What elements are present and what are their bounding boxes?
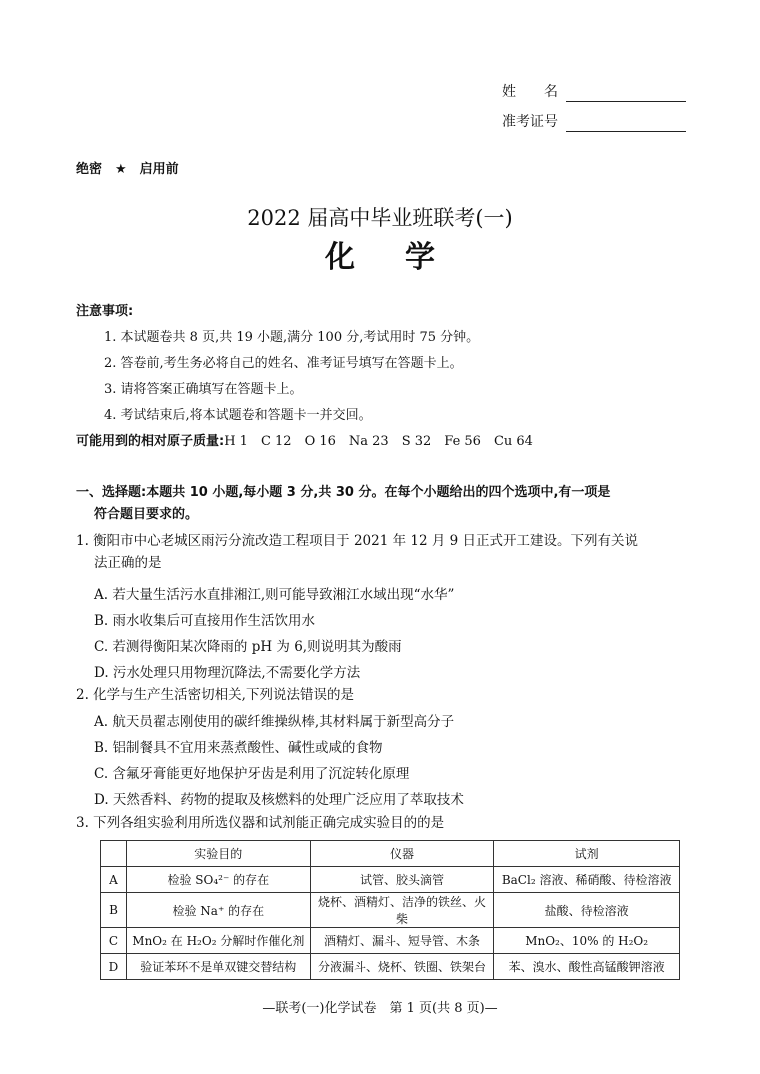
question-1-option-d: D. 污水处理只用物理沉降法,不需要化学方法 (94, 665, 361, 681)
question-2-option-a: A. 航天员翟志刚使用的碳纤维操纵棒,其材料属于新型高分子 (94, 714, 455, 730)
name-blank (566, 87, 686, 102)
table-header-cell: 试剂 (494, 841, 680, 867)
table-cell: 检验 Na⁺ 的存在 (126, 893, 310, 928)
question-2-stem: 2. 化学与生产生活密切相关,下列说法错误的是 (76, 687, 354, 703)
table-header-row (101, 841, 680, 867)
notice-item: 3. 请将答案正确填写在答题卡上。 (104, 382, 303, 397)
table-row (101, 928, 680, 954)
notice-heading: 注意事项: (76, 304, 134, 319)
table-cell: 分液漏斗、烧杯、铁圈、铁架台 (310, 954, 494, 980)
notice-item: 2. 答卷前,考生务必将自己的姓名、准考证号填写在答题卡上。 (104, 356, 463, 371)
exam-id-field (502, 112, 686, 132)
notice-item: 1. 本试题卷共 8 页,共 19 小题,满分 100 分,考试用时 75 分钟。 (104, 330, 480, 345)
table-header-cell: 仪器 (310, 841, 494, 867)
table-cell: 盐酸、待检溶液 (494, 893, 680, 928)
section-heading-line1: 一、选择题:本题共 10 小题,每小题 3 分,共 30 分。在每个小题给出的四个选项中,有一项是 (76, 485, 611, 500)
table-cell: 验证苯环不是单双键交替结构 (126, 954, 310, 980)
atomic-mass-values: H 1 C 12 O 16 Na 23 S 32 Fe 56 Cu 64 (224, 434, 533, 449)
table-row (101, 954, 680, 980)
table-header-cell (101, 841, 127, 867)
question-1-line1: 1. 衡阳市中心老城区雨污分流改造工程项目于 2021 年 12 月 9 日正式开工建设。下列有关说 (76, 533, 639, 549)
question-2-option-c: C. 含氟牙膏能更好地保护牙齿是利用了沉淀转化原理 (94, 766, 410, 782)
table-cell: MnO₂、10% 的 H₂O₂ (494, 928, 680, 954)
question-2-option-d: D. 天然香料、药物的提取及核燃料的处理广泛应用了萃取技术 (94, 792, 464, 808)
table-cell: A (101, 867, 127, 893)
table-cell: D (101, 954, 127, 980)
notice-item: 4. 考试结束后,将本试题卷和答题卡一并交回。 (104, 408, 372, 423)
table-cell: B (101, 893, 127, 928)
table-header-cell: 实验目的 (126, 841, 310, 867)
exam-id-blank (566, 117, 686, 132)
table-cell: BaCl₂ 溶液、稀硝酸、待检溶液 (494, 867, 680, 893)
name-field (502, 82, 686, 102)
section-heading (76, 482, 688, 526)
table-cell: 烧杯、酒精灯、洁净的铁丝、火柴 (310, 893, 494, 928)
table-row (101, 867, 680, 893)
question-1-line2: 法正确的是 (94, 555, 162, 571)
question-2-option-b: B. 铝制餐具不宜用来蒸煮酸性、碱性或咸的食物 (94, 740, 383, 756)
question-1-option-c: C. 若测得衡阳某次降雨的 pH 为 6,则说明其为酸雨 (94, 639, 402, 655)
table-cell: 检验 SO₄²⁻ 的存在 (126, 867, 310, 893)
subject-title: 化学 (325, 240, 485, 275)
table-cell: C (101, 928, 127, 954)
table-cell: 试管、胶头滴管 (310, 867, 494, 893)
experiment-table (100, 840, 680, 980)
table-row (101, 893, 680, 928)
page-footer: —联考(一)化学试卷 第 1 页(共 8 页)— (262, 1001, 498, 1016)
table-cell: 苯、溴水、酸性高锰酸钾溶液 (494, 954, 680, 980)
atomic-mass-label: 可能用到的相对原子质量: (76, 434, 225, 449)
exam-id-label: 准考证号 (502, 114, 558, 130)
name-label: 姓 名 (502, 84, 558, 100)
section-heading-line2: 符合题目要求的。 (94, 507, 199, 522)
question-1-option-a: A. 若大量生活污水直排湘江,则可能导致湘江水域出现“水华” (94, 587, 455, 603)
table-cell: 酒精灯、漏斗、短导管、木条 (310, 928, 494, 954)
question-3-stem: 3. 下列各组实验利用所选仪器和试剂能正确完成实验目的的是 (76, 815, 445, 831)
table-cell: MnO₂ 在 H₂O₂ 分解时作催化剂 (126, 928, 310, 954)
exam-title: 2022 届高中毕业班联考(一) (247, 206, 513, 230)
question-1-stem (76, 530, 688, 574)
atomic-mass-line (76, 430, 533, 449)
confidential-mark: 绝密 ★ 启用前 (76, 162, 179, 177)
question-1-option-b: B. 雨水收集后可直接用作生活饮用水 (94, 613, 316, 629)
